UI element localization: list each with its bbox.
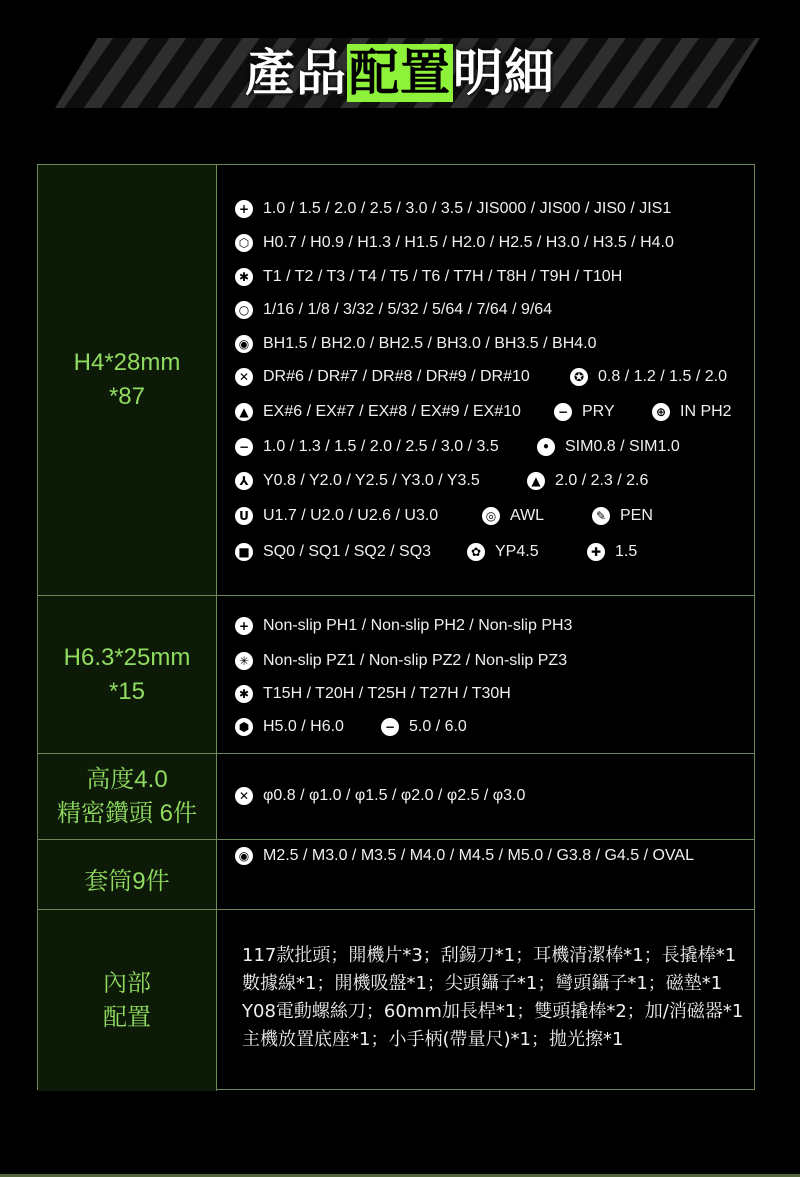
spec-text: 5.0 / 6.0 bbox=[409, 718, 467, 735]
spec-item bbox=[537, 437, 680, 457]
spec-item bbox=[554, 402, 615, 422]
spec-text: φ0.8 / φ1.0 / φ1.5 / φ2.0 / φ2.5 / φ3.0 bbox=[263, 787, 526, 804]
spec-text: EX#6 / EX#7 / EX#8 / EX#9 / EX#10 bbox=[263, 403, 521, 420]
spec-text: Y0.8 / Y2.0 / Y2.5 / Y3.0 / Y3.5 bbox=[263, 472, 480, 489]
sim-icon: • bbox=[537, 438, 555, 456]
row-label-line: H6.3*25mm bbox=[63, 643, 191, 671]
spec-text: 1/16 / 1/8 / 3/32 / 5/32 / 5/64 / 7/64 / 9/64 bbox=[263, 301, 553, 318]
spec-item bbox=[235, 684, 511, 704]
spec-text: M2.5 / M3.0 / M3.5 / M4.0 / M4.5 / M5.0 / G3.8 / G4.5 / OVAL bbox=[263, 847, 694, 864]
triwing-icon: ▲ bbox=[235, 403, 253, 421]
u-tip-icon: U bbox=[235, 507, 253, 525]
pentalobe-icon: ✪ bbox=[570, 368, 588, 386]
spec-item bbox=[587, 542, 637, 562]
title-part-2: 配置 bbox=[349, 44, 451, 102]
row-label bbox=[38, 596, 217, 753]
spec-item bbox=[235, 717, 344, 737]
spec-item bbox=[570, 367, 727, 387]
inch-hex-icon: ○ bbox=[235, 301, 253, 319]
spec-item bbox=[235, 471, 480, 491]
spec-text: SQ0 / SQ1 / SQ2 / SQ3 bbox=[263, 543, 432, 560]
spec-item bbox=[235, 506, 438, 526]
spec-item bbox=[235, 334, 597, 354]
spec-text: PEN bbox=[620, 507, 653, 524]
slotted-icon: − bbox=[235, 438, 253, 456]
four-wing-icon: ✚ bbox=[587, 543, 605, 561]
spec-item bbox=[235, 437, 499, 457]
cross-circle-icon: ⊕ bbox=[652, 403, 670, 421]
ball-hex-icon: ◉ bbox=[235, 335, 253, 353]
drill-icon: ✕ bbox=[235, 787, 253, 805]
pry-icon: − bbox=[554, 403, 572, 421]
spec-text: 1.0 / 1.3 / 1.5 / 2.0 / 2.5 / 3.0 / 3.5 bbox=[263, 438, 499, 455]
row-content bbox=[217, 165, 754, 595]
pen-icon: ✎ bbox=[592, 507, 610, 525]
table-row-h4-bits bbox=[38, 165, 754, 596]
spec-item bbox=[527, 471, 648, 491]
accessory-line: 117款批頭；開機片*3；刮錫刀*1；耳機清潔棒*1；長撬棒*1 bbox=[242, 945, 737, 966]
spec-text: 1.5 bbox=[615, 543, 638, 560]
row-label bbox=[38, 165, 217, 595]
spec-text: 2.0 / 2.3 / 2.6 bbox=[555, 472, 649, 489]
spec-item bbox=[235, 616, 572, 636]
spec-item bbox=[235, 199, 671, 219]
spec-text: H0.7 / H0.9 / H1.3 / H1.5 / H2.0 / H2.5 / H3.0 / H3.5 / H4.0 bbox=[263, 234, 674, 251]
dr-icon: ✕ bbox=[235, 368, 253, 386]
accessory-line: 主機放置底座*1；小手柄(帶量尺)*1；拋光擦*1 bbox=[242, 1029, 624, 1050]
spec-text: BH1.5 / BH2.0 / BH2.5 / BH3.0 / BH3.5 / BH4.0 bbox=[263, 335, 597, 352]
row-label-line: 內部 bbox=[103, 969, 151, 997]
spec-text: T15H / T20H / T25H / T27H / T30H bbox=[263, 685, 511, 702]
socket-icon: ◉ bbox=[235, 847, 253, 865]
yp-icon: ✿ bbox=[467, 543, 485, 561]
accessory-line: Y08電動螺絲刀；60mm加長桿*1；雙頭撬棒*2；加/消磁器*1 bbox=[242, 1001, 744, 1022]
torx-icon: ✱ bbox=[235, 268, 253, 286]
accessory-list bbox=[242, 942, 743, 1054]
spec-item bbox=[235, 786, 525, 806]
table-row-accessories bbox=[38, 910, 754, 1091]
spec-item bbox=[235, 542, 431, 562]
slotted-icon: − bbox=[381, 718, 399, 736]
awl-icon: ◎ bbox=[482, 507, 500, 525]
spec-item bbox=[652, 402, 732, 422]
hex-icon: ⬡ bbox=[235, 234, 253, 252]
row-label bbox=[38, 840, 217, 909]
spec-text: T1 / T2 / T3 / T4 / T5 / T6 / T7H / T8H / T9H / T10H bbox=[263, 268, 623, 285]
spec-item bbox=[235, 402, 521, 422]
spec-item bbox=[467, 542, 539, 562]
row-content bbox=[217, 596, 754, 753]
spec-item bbox=[592, 506, 653, 526]
table-row-drill-bits bbox=[38, 754, 754, 840]
spec-text: YP4.5 bbox=[495, 543, 539, 560]
spec-text: PRY bbox=[582, 403, 615, 420]
table-row-h63-bits bbox=[38, 596, 754, 754]
row-label-line: 配置 bbox=[103, 1003, 151, 1031]
triangle-icon: ▲ bbox=[527, 472, 545, 490]
spec-text: 1.0 / 1.5 / 2.0 / 2.5 / 3.0 / 3.5 / JIS000 / JIS00 / JIS0 / JIS1 bbox=[263, 200, 672, 217]
spec-text: Non-slip PH1 / Non-slip PH2 / Non-slip PH3 bbox=[263, 617, 573, 634]
spec-text: Non-slip PZ1 / Non-slip PZ2 / Non-slip PZ3 bbox=[263, 652, 568, 669]
title-part-3: 明細 bbox=[453, 44, 555, 102]
row-label-line: 高度4.0 bbox=[86, 765, 168, 793]
pozidriv-icon: ✳ bbox=[235, 652, 253, 670]
spec-text: 0.8 / 1.2 / 1.5 / 2.0 bbox=[598, 368, 727, 385]
y-tip-icon: ⅄ bbox=[235, 472, 253, 490]
hex-icon: ⬢ bbox=[235, 718, 253, 736]
row-content bbox=[217, 754, 754, 839]
row-label-line: H4*28mm bbox=[73, 349, 181, 376]
spec-text: IN PH2 bbox=[680, 403, 732, 420]
spec-text: DR#6 / DR#7 / DR#8 / DR#9 / DR#10 bbox=[263, 368, 530, 385]
page-title bbox=[0, 42, 800, 104]
spec-text: SIM0.8 / SIM1.0 bbox=[565, 438, 680, 455]
product-config-table bbox=[37, 164, 755, 1090]
row-label-line: *87 bbox=[108, 383, 146, 410]
spec-item bbox=[235, 300, 552, 320]
spec-item bbox=[235, 651, 567, 671]
row-label-line: 精密鑽頭 6件 bbox=[56, 799, 197, 827]
row-label-line: 套筒9件 bbox=[84, 867, 170, 895]
spec-item bbox=[235, 233, 674, 253]
row-label bbox=[38, 754, 217, 839]
torx-icon: ✱ bbox=[235, 685, 253, 703]
row-content bbox=[217, 910, 754, 1091]
spec-text: U1.7 / U2.0 / U2.6 / U3.0 bbox=[263, 507, 439, 524]
accessory-line: 數據線*1；開機吸盤*1；尖頭鑷子*1；彎頭鑷子*1；磁墊*1 bbox=[242, 973, 723, 994]
title-part-1: 產品 bbox=[245, 44, 347, 102]
row-content bbox=[217, 840, 754, 909]
spec-item bbox=[235, 367, 530, 387]
table-row-sockets bbox=[38, 840, 754, 910]
phillips-icon: + bbox=[235, 617, 253, 635]
phillips-icon: + bbox=[235, 200, 253, 218]
square-icon: ■ bbox=[235, 543, 253, 561]
spec-item bbox=[482, 506, 544, 526]
row-label bbox=[38, 910, 217, 1091]
spec-item bbox=[235, 846, 694, 866]
spec-item bbox=[381, 717, 467, 737]
spec-item bbox=[235, 267, 622, 287]
spec-text: H5.0 / H6.0 bbox=[263, 718, 344, 735]
spec-text: AWL bbox=[510, 507, 545, 524]
row-label-line: *15 bbox=[108, 677, 146, 705]
